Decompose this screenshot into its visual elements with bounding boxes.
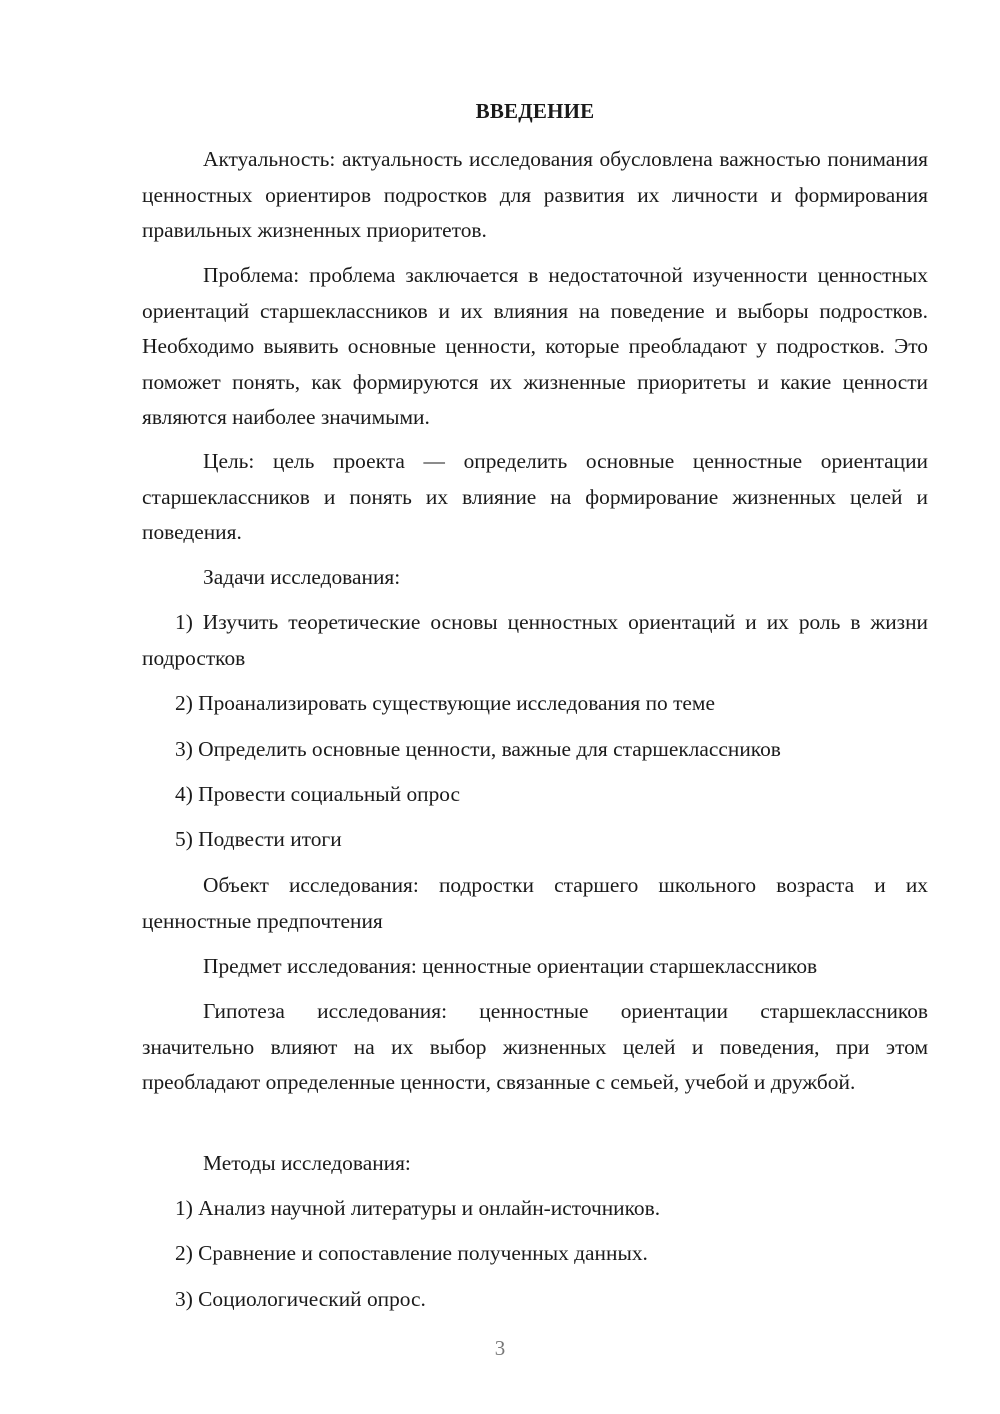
section-title: ВВЕДЕНИЕ: [475, 99, 595, 123]
hypothesis-paragraph: Гипотеза исследования: ценностные ориентации старшеклассников значительно влияют на их выбор жизненных целей и поведения, при этом преобладают определенные ценности, связанные с семьей, учебой и дружбой.: [142, 999, 928, 1094]
subject-paragraph: Предмет исследования: ценностные ориентации старшеклассников: [203, 954, 818, 978]
task-item-1: 1) Изучить теоретические основы ценностных ориентаций и их роль в жизни подростков: [142, 610, 928, 670]
task-item-2: 2) Проанализировать существующие исследования по теме: [175, 691, 715, 715]
method-item-1: 1) Анализ научной литературы и онлайн-источников.: [175, 1196, 661, 1220]
task-item-3: 3) Определить основные ценности, важные для старшеклассников: [175, 737, 781, 761]
goal-paragraph: Цель: цель проекта — определить основные ценностные ориентации старшеклассников и понять их влияние на формирование жизненных целей и поведения.: [142, 449, 928, 544]
object-paragraph: Объект исследования: подростки старшего школьного возраста и их ценностные предпочтения: [142, 873, 928, 933]
problem-paragraph: Проблема: проблема заключается в недостаточной изученности ценностных ориентаций старшеклассников и их влияния на поведение и выборы подростков. Необходимо выявить основные ценности, которые преобладают у подростков. Это поможет понять, как формируются их жизненные приоритеты и какие ценности являются наиболее значимыми.: [142, 263, 928, 429]
methods-heading: Методы исследования:: [203, 1151, 411, 1175]
page-number: 3: [494, 1336, 506, 1360]
tasks-heading: Задачи исследования:: [203, 565, 401, 589]
task-item-5: 5) Подвести итоги: [175, 827, 342, 851]
task-item-4: 4) Провести социальный опрос: [175, 782, 461, 806]
method-item-2: 2) Сравнение и сопоставление полученных данных.: [175, 1241, 648, 1265]
method-item-3: 3) Социологический опрос.: [175, 1287, 426, 1311]
relevance-paragraph: Актуальность: актуальность исследования обусловлена важностью понимания ценностных ориентиров подростков для развития их личности и формирования правильных жизненных приоритетов.: [142, 147, 928, 242]
